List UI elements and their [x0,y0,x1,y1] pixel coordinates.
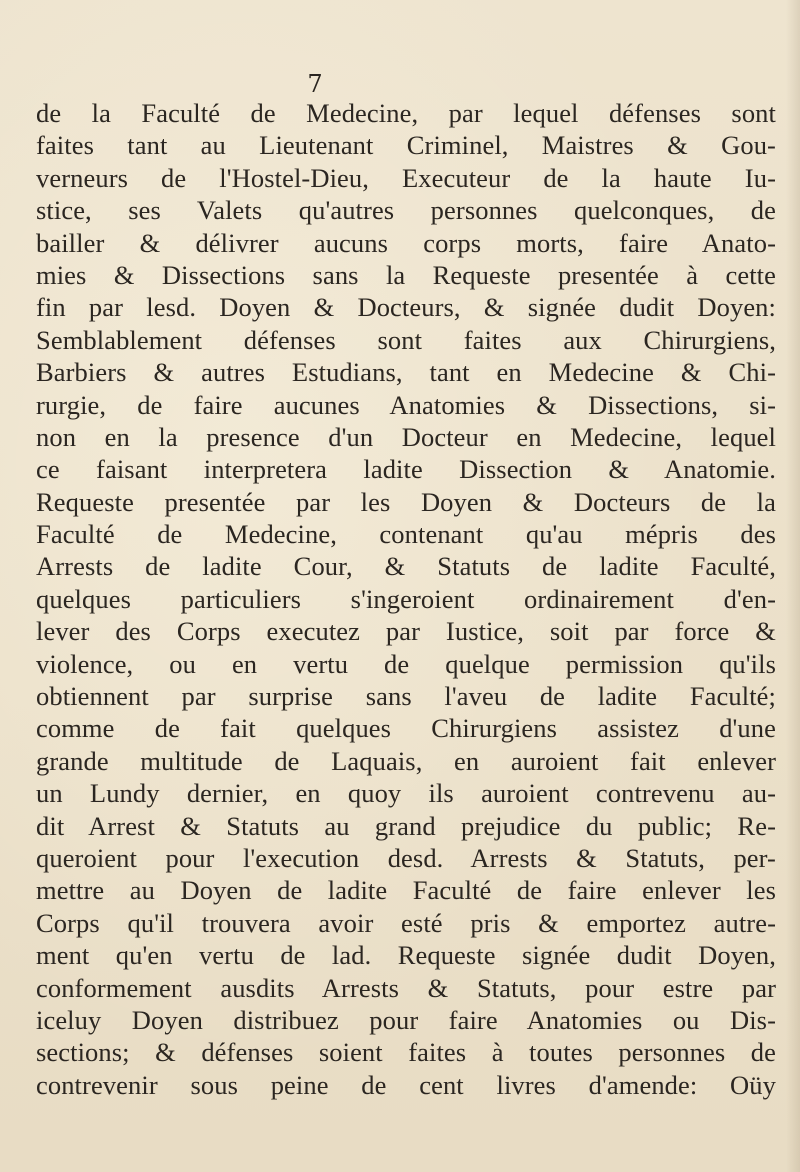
text-line: non en la presence d'un Docteur en Medecine, lequel [36,421,776,452]
body-text [36,97,776,1101]
text-line: obtiennent par surprise sans l'aveu de ladite Faculté; [36,681,776,712]
text-line: bailler & délivrer aucuns corps morts, faire Anato- [36,227,776,258]
text-line: Barbiers & autres Estudians, tant en Medecine & Chi- [36,357,776,388]
text-line: verneurs de l'Hostel-Dieu, Executeur de la haute Iu- [36,162,776,193]
text-line: ce faisant interpretera ladite Dissection & Anatomie. [36,454,776,485]
text-line: lever des Corps executez par Iustice, soit par force & [36,616,776,647]
text-line: contrevenir sous peine de cent livres d'amende: Oüy [36,1069,776,1100]
text-line: stice, ses Valets qu'autres personnes quelconques, de [36,195,776,226]
text-line: Faculté de Medecine, contenant qu'au mépris des [36,519,776,550]
text-line: Requeste presentée par les Doyen & Docteurs de la [36,486,776,517]
text-line: mettre au Doyen de ladite Faculté de faire enlever les [36,875,776,906]
text-line: faites tant au Lieutenant Criminel, Maistres & Gou- [36,130,776,161]
page-number: 7 [307,70,323,98]
page-edge-shadow [786,0,800,1172]
text-line: sections; & défenses soient faites à toutes personnes de [36,1037,776,1068]
text-line: queroient pour l'execution desd. Arrests & Statuts, per- [36,842,776,873]
text-line: fin par lesd. Doyen & Docteurs, & signée dudit Doyen: [36,292,776,323]
text-line: comme de fait quelques Chirurgiens assistez d'une [36,713,776,744]
text-line: rurgie, de faire aucunes Anatomies & Dissections, si- [36,389,776,420]
text-line: ment qu'en vertu de lad. Requeste signée dudit Doyen, [36,940,776,971]
text-line: violence, ou en vertu de quelque permission qu'ils [36,648,776,679]
text-line: dit Arrest & Statuts au grand prejudice du public; Re- [36,810,776,841]
text-line: iceluy Doyen distribuez pour faire Anatomies ou Dis- [36,1004,776,1035]
text-line: Arrests de ladite Cour, & Statuts de ladite Faculté, [36,551,776,582]
text-line: conformement ausdits Arrests & Statuts, pour estre par [36,972,776,1003]
text-line: grande multitude de Laquais, en auroient fait enlever [36,745,776,776]
text-line: quelques particuliers s'ingeroient ordinairement d'en- [36,583,776,614]
text-line: mies & Dissections sans la Requeste presentée à cette [36,259,776,290]
text-line: un Lundy dernier, en quoy ils auroient contrevenu au- [36,778,776,809]
text-line: de la Faculté de Medecine, par lequel défenses sont [36,98,776,128]
text-line: Semblablement défenses sont faites aux Chirurgiens, [36,324,776,355]
text-line: Corps qu'il trouvera avoir esté pris & emportez autre- [36,907,776,938]
